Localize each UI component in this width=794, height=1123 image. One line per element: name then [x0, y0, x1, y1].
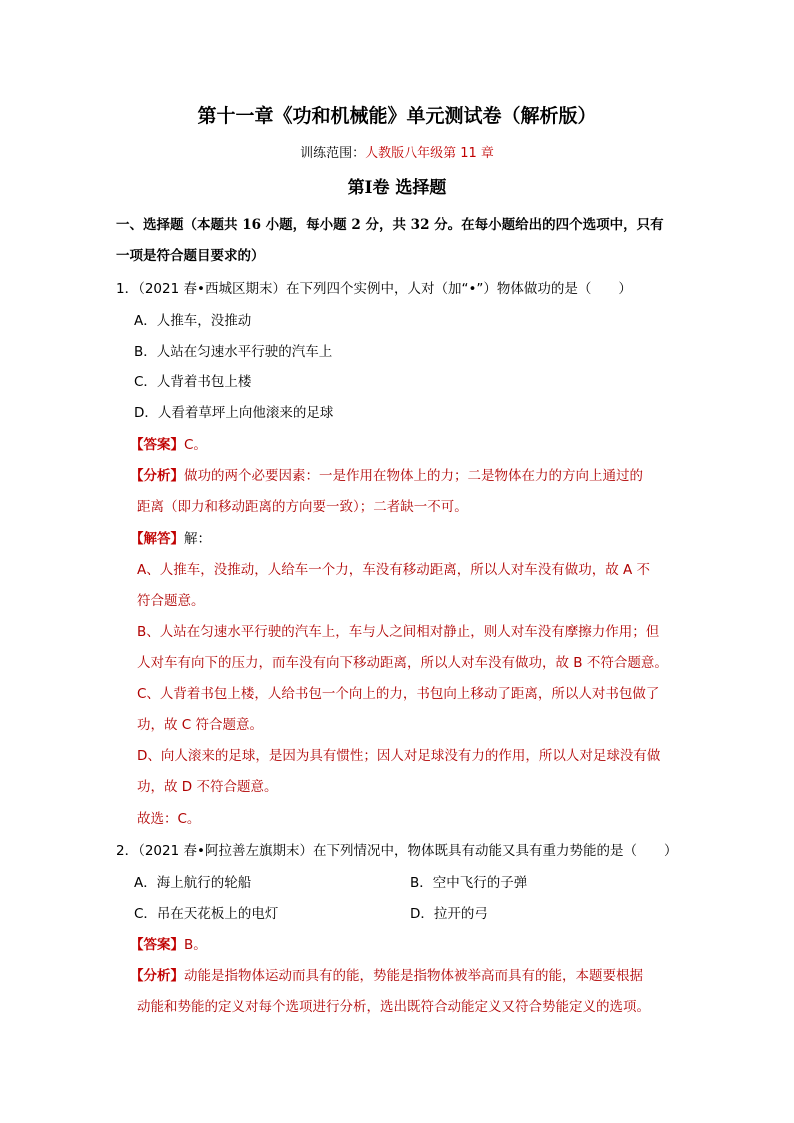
q2-option-b: B．空中飞行的子弹	[410, 875, 528, 891]
q1-solution-line: 功，故 D 不符合题意。	[137, 779, 278, 795]
analysis-tag: 【分析】	[130, 468, 184, 484]
page-title: 第十一章《功和机械能》单元测试卷（解析版）	[197, 105, 597, 127]
analysis-text: 做功的两个必要因素：一是作用在物体上的力；二是物体在力的方向上通过的	[184, 468, 643, 484]
q1-solution-heading	[130, 528, 211, 550]
q1-answer	[130, 434, 207, 456]
answer-value: B。	[184, 937, 207, 953]
q1-solution-line: D、向人滚来的足球，是因为具有惯性；因人对足球没有力的作用，所以人对足球没有做	[137, 748, 661, 764]
answer-tag: 【答案】	[130, 937, 184, 953]
instructions-line-2: 一项是符合题目要求的）	[116, 248, 265, 264]
q1-option-a: A．人推车，没推动	[134, 313, 252, 329]
q1-analysis-line-2: 距离（即力和移动距离的方向要一致）；二者缺一不可。	[137, 499, 468, 515]
q2-analysis-line-2: 动能和势能的定义对每个选项进行分析，选出既符合动能定义又符合势能定义的选项。	[137, 999, 650, 1015]
q1-solution-line: A、人推车，没推动，人给车一个力，车没有移动距离，所以人对车没有做功，故 A 不	[137, 562, 651, 578]
instructions-line-1: 一、选择题（本题共 16 小题，每小题 2 分，共 32 分。在每小题给出的四个选项中，只有	[116, 217, 664, 233]
q2-option-c: C．吊在天花板上的电灯	[134, 906, 279, 922]
answer-tag: 【答案】	[130, 437, 184, 453]
q2-answer	[130, 934, 207, 956]
analysis-text: 动能是指物体运动而具有的能，势能是指物体被举高而具有的能，本题要根据	[184, 968, 643, 984]
q2-stem: 2．（2021 春•阿拉善左旗期末）在下列情况中，物体既具有动能又具有重力势能的是（ ）	[116, 843, 678, 859]
q1-solution-line: C、人背着书包上楼，人给书包一个向上的力，书包向上移动了距离，所以人对书包做了	[137, 686, 660, 702]
analysis-tag: 【分析】	[130, 968, 184, 984]
range-value: 人教版八年级第 11 章	[365, 146, 494, 161]
q2-analysis-line-1	[130, 965, 643, 987]
q1-option-b: B．人站在匀速水平行驶的汽车上	[134, 344, 333, 360]
answer-value: C。	[184, 437, 207, 453]
q2-option-d: D．拉开的弓	[410, 906, 488, 922]
range-label: 训练范围：	[300, 146, 366, 161]
q1-choice: 故选：C。	[137, 811, 201, 827]
q2-option-a: A．海上航行的轮船	[134, 875, 252, 891]
q1-analysis-line-1	[130, 465, 643, 487]
q1-solution-line: 人对车有向下的压力，而车没有向下移动距离，所以人对车没有做功，故 B 不符合题意。	[137, 655, 668, 671]
q1-solution-line: 符合题意。	[137, 593, 205, 609]
q1-solution-line: B、人站在匀速水平行驶的汽车上，车与人之间相对静止，则人对车没有摩擦力作用；但	[137, 624, 660, 640]
solution-tag: 【解答】	[130, 531, 184, 547]
q1-stem: 1．（2021 春•西城区期末）在下列四个实例中，人对（加“•”）物体做功的是（ ）	[116, 281, 632, 297]
solution-head: 解：	[184, 531, 211, 547]
q1-option-c: C．人背着书包上楼	[134, 374, 252, 390]
training-range	[0, 143, 794, 165]
q1-option-d: D．人看着草坪上向他滚来的足球	[134, 405, 334, 421]
section-heading: 第Ⅰ卷 选择题	[347, 178, 447, 198]
q1-solution-line: 功，故 C 符合题意。	[137, 717, 264, 733]
